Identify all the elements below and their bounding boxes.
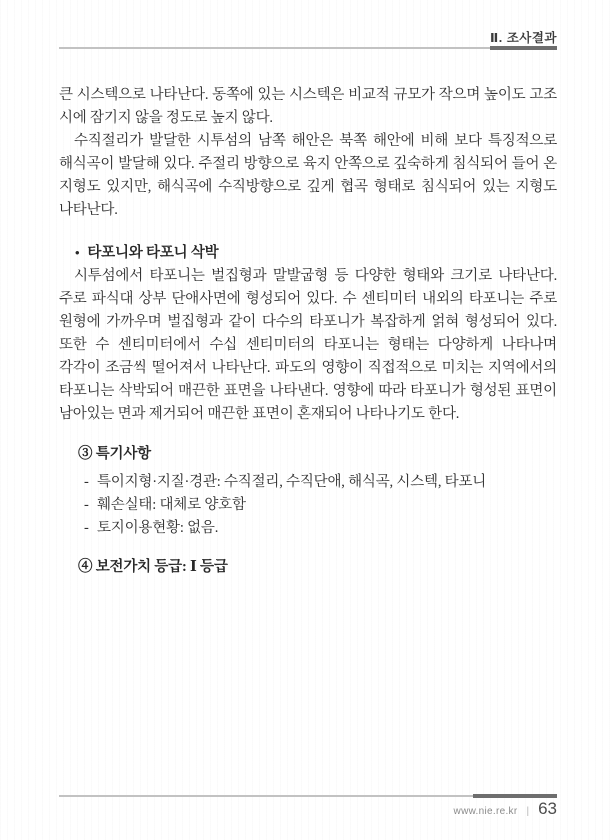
dash-icon: - [84,497,89,513]
header-rule [59,47,557,49]
page-footer [454,799,557,819]
header-rule-accent [490,46,557,50]
note-item-terrain-text: 특이지형·지질·경관: 수직절리, 수직단애, 해식곡, 시스텍, 타포니 [97,474,487,490]
special-notes-list [59,471,557,540]
tafoni-section-heading [59,241,557,265]
note-item-landuse [59,517,557,540]
paragraph-tafoni: 시투섬에서 타포니는 벌집형과 말발굽형 등 다양한 형태와 크기로 나타난다. 주로 파식대 상부 단애사면에 형성되어 있다. 수 센티미터 내외의 타포니는 주로 원형에 가까우며 벌집형과 같이 다수의 타포니가 복잡하게 얽혀 형성되어 있다. 또한 수 센티미터에서 수십 센티미터의 타포니는 형태는 다양하게 나타나며 각각이 조금씩 떨어져서 나타난다. 파도의 영향이 직접적으로 미치는 지역에서의 타포니는 삭박되어 매끈한 표면을 나타낸다. 영향에 따라 타포니가 형성된 표면이 남아있는 면과 제거되어 매끈한 표면이 혼재되어 나타나기도 한다. [59,268,557,422]
page-number: 63 [538,799,557,818]
conservation-grade-heading: ④ 보전가치 등급: Ⅰ 등급 [78,559,228,575]
dash-icon: - [84,474,89,490]
note-item-damage [59,494,557,517]
footer-separator: | [526,806,530,817]
note-item-landuse-text: 토지이용현황: 없음. [97,520,219,536]
note-item-damage-text: 훼손실태: 대체로 양호함 [97,497,246,513]
footer-rule-accent [473,794,557,798]
paragraph-seastack: 큰 시스텍으로 나타난다. 동쪽에 있는 시스텍은 비교적 규모가 작으며 높이도 고조 시에 잠기지 않을 정도로 높지 않다. [59,87,557,126]
special-notes-heading: ③ 특기사항 [78,446,151,462]
bullet-icon: • [75,245,80,260]
tafoni-heading-label: 타포니와 타포니 삭박 [87,245,219,261]
dash-icon: - [84,520,89,536]
paragraph-vertical-joints: 수직절리가 발달한 시투섬의 남쪽 해안은 북쪽 해안에 비해 보다 특징적으로 해식곡이 발달해 있다. 주절리 방향으로 육지 안쪽으로 깊숙하게 침식되어 들어 온 지형도 있지만, 해식곡에 수직방향으로 깊게 협곡 형태로 침식되어 있는 지형도 나타난다. [59,133,557,218]
note-item-terrain [59,471,557,494]
document-body [59,84,557,579]
section-breadcrumb: Ⅱ. 조사결과 [490,31,557,45]
footer-site-url: www.nie.re.kr [453,806,518,817]
